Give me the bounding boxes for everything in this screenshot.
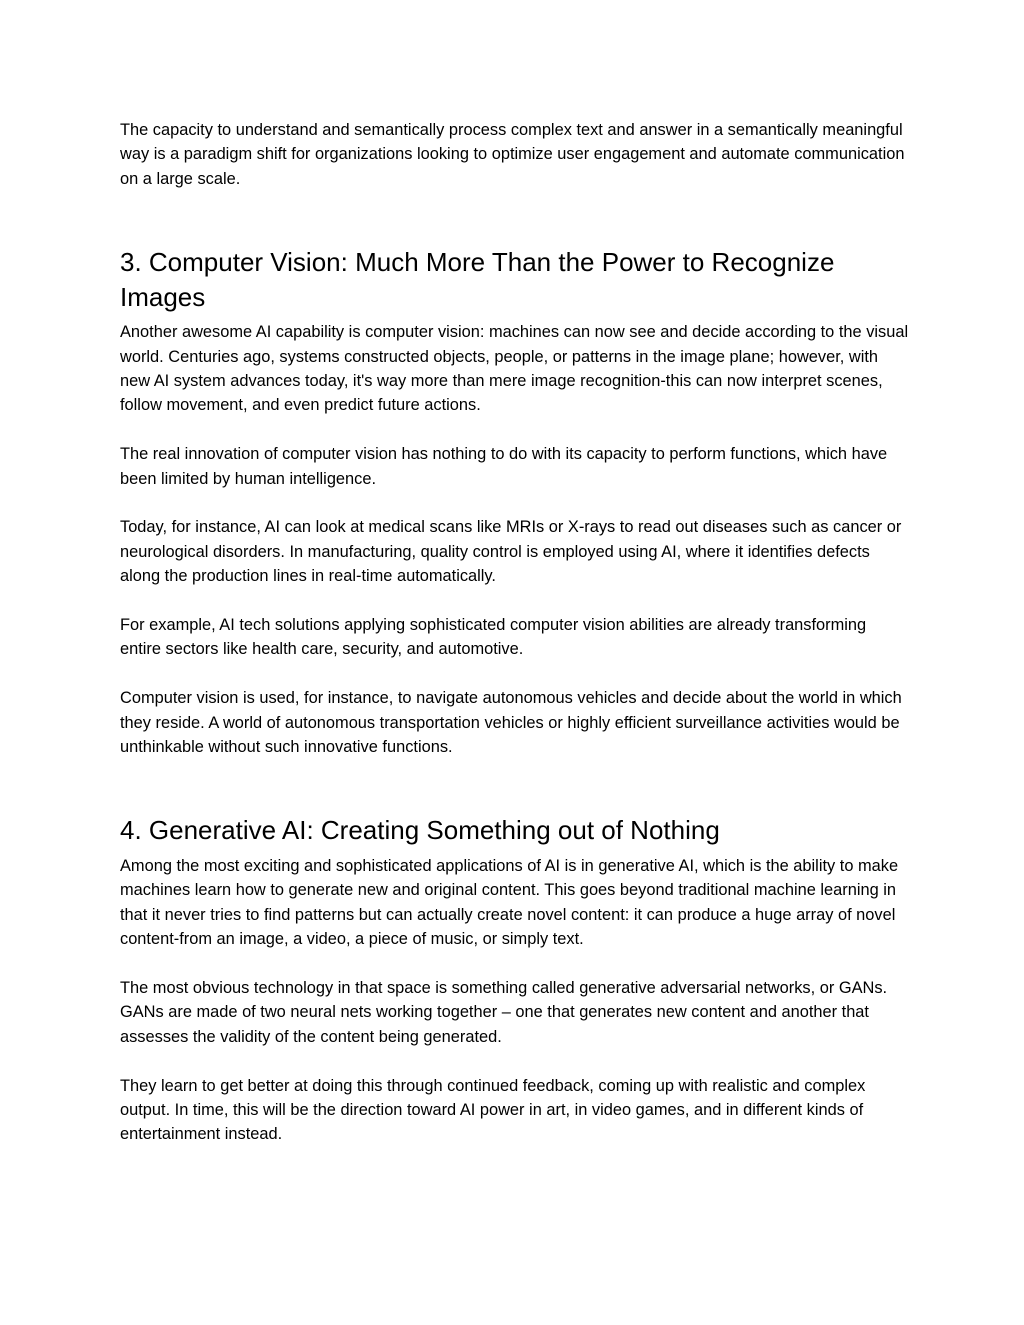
paragraph: Among the most exciting and sophisticated applications of AI is in generative AI, which is the ability to make machines learn how to generate new and original content. This goes beyond traditional machine learning in that it never tries to find patterns but can actually create novel content: it can produce a huge array of novel content-from an image, a video, a piece of music, or simply text. (120, 856, 899, 949)
document-page (120, 118, 910, 1147)
paragraph: The most obvious technology in that space is something called generative adversarial networks, or GANs. GANs are made of two neural nets working together – one that generates new content and another that assesses the validity of the content being generated. (120, 978, 888, 1046)
paragraph: Another awesome AI capability is computer vision: machines can now see and decide according to the visual world. Centuries ago, systems constructed objects, people, or patterns in the image plane; however, with new AI system advances today, it's way more than mere image recognition-this can now interpret scenes, follow movement, and even predict future actions. (120, 323, 909, 415)
paragraph: For example, AI tech solutions applying sophisticated computer vision abilities are already transforming entire sectors like health care, security, and automotive. (120, 616, 867, 659)
paragraph: Today, for instance, AI can look at medical scans like MRIs or X-rays to read out diseases such as cancer or neurological disorders. In manufacturing, quality control is employed using AI, where it identifies defects along the production lines in real-time automatically. (120, 518, 902, 586)
intro-paragraph: The capacity to understand and semantically process complex text and answer in a semantically meaningful way is a paradigm shift for organizations looking to optimize user engagement and automate communication on a large scale. (120, 121, 905, 188)
paragraph: They learn to get better at doing this through continued feedback, coming up with realistic and complex output. In time, this will be the direction toward AI power in art, in video games, and in different kinds of entertainment instead. (120, 1076, 866, 1144)
section-computer-vision (120, 245, 910, 759)
paragraph: Computer vision is used, for instance, to navigate autonomous vehicles and decide about the world in which they reside. A world of autonomous transportation vehicles or highly efficient surveillance activities would be unthinkable without such innovative functions. (120, 689, 902, 757)
section-heading-generative-ai: 4. Generative AI: Creating Something out of Nothing (120, 815, 720, 846)
section-heading-computer-vision: 3. Computer Vision: Much More Than the Power to Recognize Images (120, 247, 835, 312)
paragraph: The real innovation of computer vision has nothing to do with its capacity to perform functions, which have been limited by human intelligence. (120, 445, 888, 488)
section-generative-ai (120, 813, 910, 1146)
